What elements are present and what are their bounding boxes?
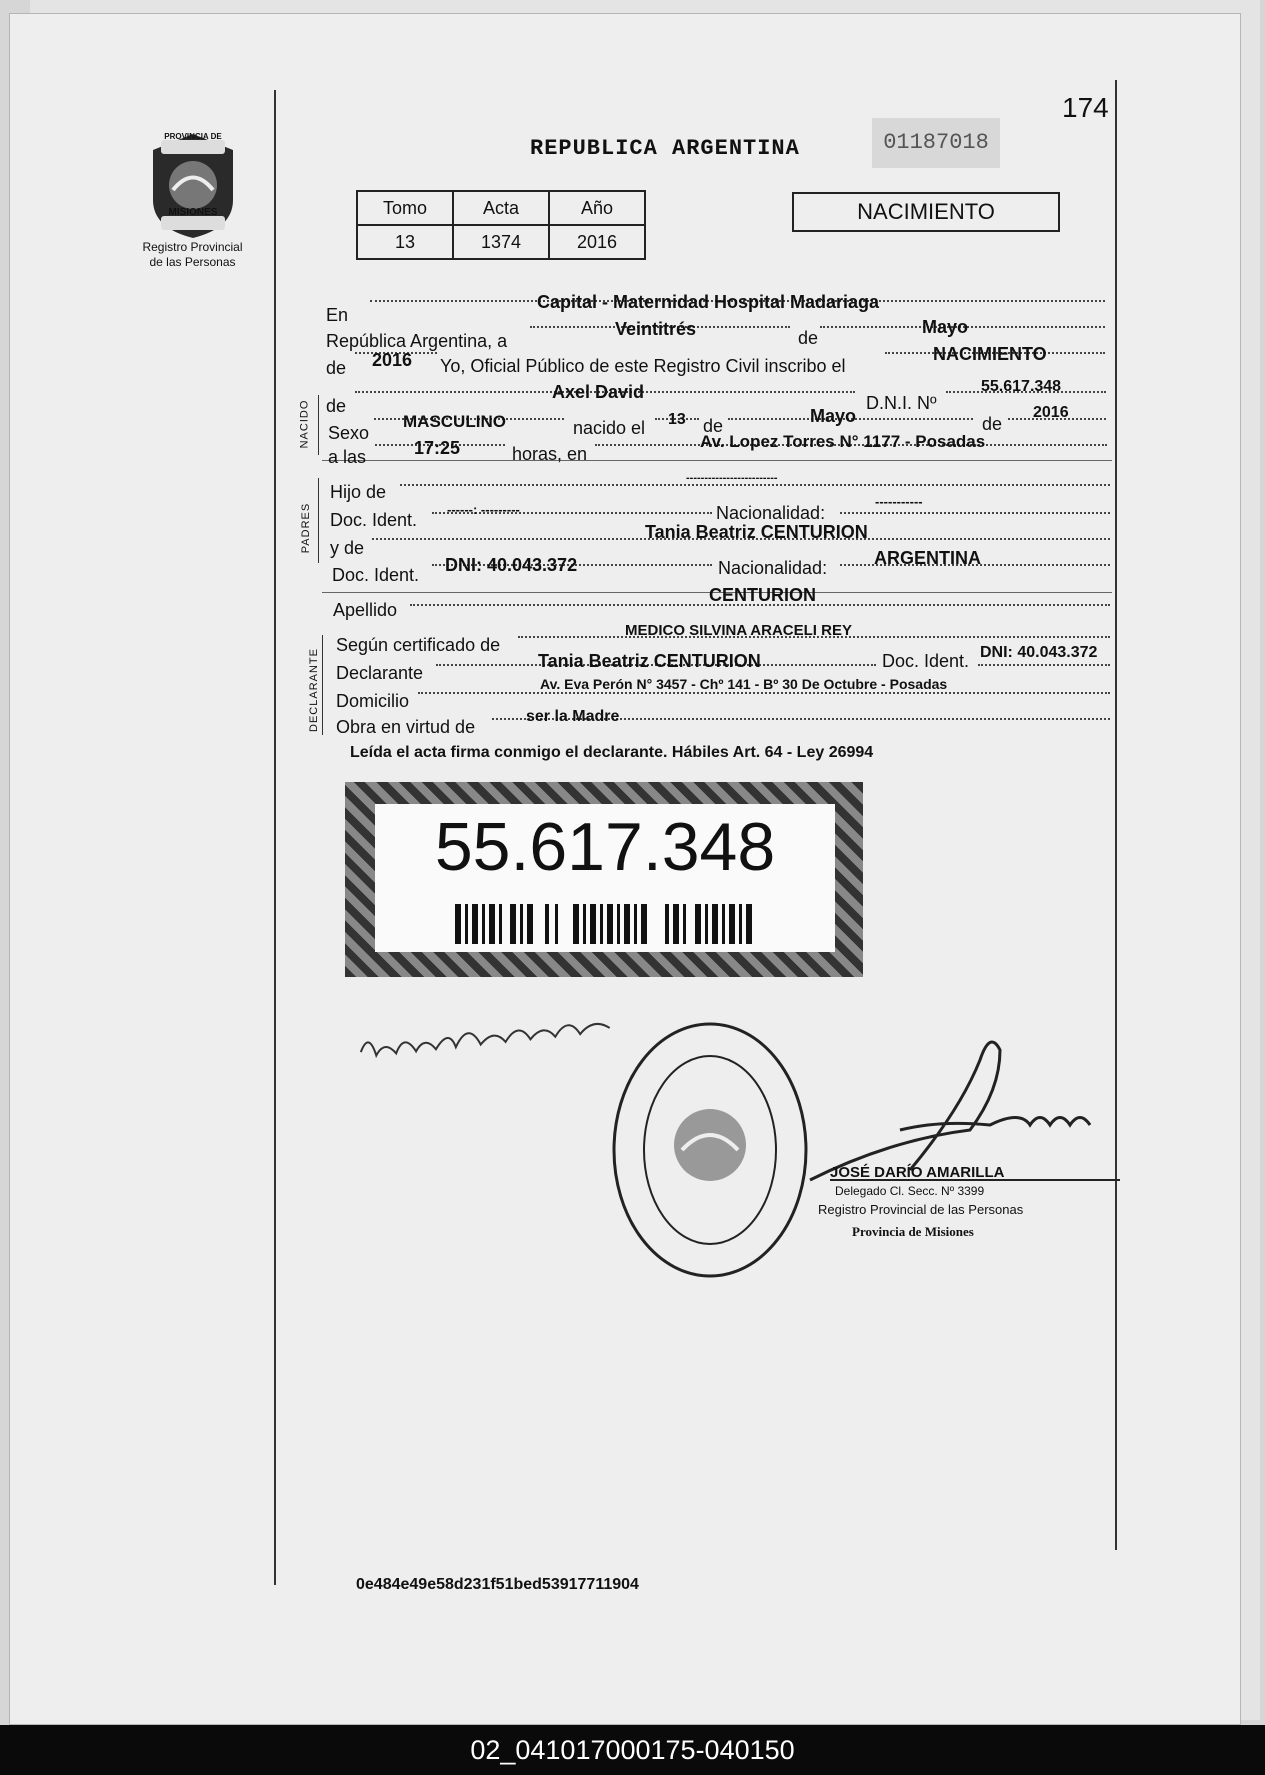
month-value: Mayo xyxy=(922,317,969,337)
official-role: Delegado Cl. Secc. Nº 3399 xyxy=(835,1184,985,1198)
day-value: Veintitrés xyxy=(615,319,697,339)
official-office: Registro Provincial de las Personas xyxy=(818,1202,1024,1217)
birth-year: 2016 xyxy=(1033,404,1069,421)
official-stamp xyxy=(610,1020,810,1280)
official-province: Provincia de Misiones xyxy=(852,1224,974,1239)
table-value-acta: 1374 xyxy=(453,225,549,259)
dni-label: D.N.I. Nº xyxy=(866,393,937,413)
birth-month: Mayo xyxy=(810,406,857,426)
republica-label: República Argentina, a xyxy=(326,331,508,351)
de3-label: de xyxy=(703,416,724,436)
crest-name-text: MISIONES xyxy=(168,207,218,218)
birth-place: Av. Lopez Torres N° 1177 - Posadas xyxy=(700,432,986,451)
left-margin-line xyxy=(274,90,276,1585)
nacido-el-label: nacido el xyxy=(573,418,646,438)
certificado-label: Según certificado de xyxy=(336,635,501,655)
docdecl-label: Doc. Ident. xyxy=(882,651,970,671)
yde-label: y de xyxy=(330,538,365,558)
nac2-label: Nacionalidad: xyxy=(718,558,828,578)
de-label: de xyxy=(798,328,819,348)
year-value: 2016 xyxy=(372,350,413,370)
apellido-label: Apellido xyxy=(333,600,398,620)
doc2-label: Doc. Ident. xyxy=(332,565,420,585)
mother-value: Tania Beatriz CENTURION xyxy=(645,522,868,542)
inscribo-value: NACIMIENTO xyxy=(933,344,1047,364)
mother-nationality-value: ARGENTINA xyxy=(874,548,981,568)
de4-label: de xyxy=(982,414,1003,434)
horas-en-label: horas, en xyxy=(512,444,588,464)
dni-value: 55.617.348 xyxy=(981,378,1062,395)
serial-number-stamp: 01187018 xyxy=(872,118,1000,168)
barcode-icon xyxy=(455,904,755,944)
logo-caption-line1: Registro Provincial xyxy=(142,240,243,254)
father-value: ------------------------- xyxy=(686,472,778,484)
nombre-label: de xyxy=(326,396,347,416)
record-type-box: NACIMIENTO xyxy=(792,192,1060,232)
crest-banner-text: PROVINCIA DE xyxy=(164,132,222,141)
logo-caption-line2: de las Personas xyxy=(149,255,236,269)
address-value: Av. Eva Perón N° 3457 - Chº 141 - Bº 30 De Octubre - Posadas xyxy=(540,676,948,692)
table-header-tomo: Tomo xyxy=(357,191,453,225)
en-label: En xyxy=(326,305,349,325)
declarant-value: Tania Beatriz CENTURION xyxy=(538,651,761,671)
table-value-anio: 2016 xyxy=(549,225,645,259)
country-title: REPUBLICA ARGENTINA xyxy=(530,136,800,161)
page-number: 174 xyxy=(1062,92,1109,123)
official-name: JOSÉ DARÍO AMARILLA xyxy=(830,1164,1005,1181)
nac1-label: Nacionalidad: xyxy=(716,503,826,523)
record-table xyxy=(356,190,646,260)
sexo-label: Sexo xyxy=(328,423,370,443)
birth-time: 17:25 xyxy=(414,438,461,458)
id-sticker xyxy=(345,782,863,977)
nacido-side-label: NACIDO xyxy=(298,399,311,449)
father-doc-value: ------: --------- xyxy=(447,502,520,517)
birth-day: 13 xyxy=(668,411,686,428)
table-header-anio: Año xyxy=(549,191,645,225)
hash-code: 0e484e49e58d231f51bed53917711904 xyxy=(356,1576,639,1593)
name-value: Axel David xyxy=(552,382,645,402)
doc1-label: Doc. Ident. xyxy=(330,510,418,530)
father-nationality-value: ----------- xyxy=(875,494,923,509)
declarante-side-label: DECLARANTE xyxy=(307,648,320,732)
oficial-text: Yo, Oficial Público de este Registro Civil inscribo el xyxy=(440,356,846,376)
certificate-value: MEDICO SILVINA ARACELI REY xyxy=(625,622,852,639)
padres-side-label: PADRES xyxy=(300,502,313,554)
closing-statement: Leída el acta firma conmigo el declarante. Hábiles Art. 64 - Ley 26994 xyxy=(350,744,874,761)
mother-doc-value: DNI: 40.043.372 xyxy=(445,555,578,575)
place-value: Capital - Maternidad Hospital Madariaga xyxy=(537,292,880,312)
obra-label: Obra en virtud de xyxy=(336,717,476,737)
table-header-acta: Acta xyxy=(453,191,549,225)
table-value-tomo: 13 xyxy=(357,225,453,259)
alas-label: a las xyxy=(328,447,367,467)
sex-value: MASCULINO xyxy=(403,412,506,431)
domicilio-label: Domicilio xyxy=(336,691,410,711)
hijo-label: Hijo de xyxy=(330,482,387,502)
declarante-label: Declarante xyxy=(336,663,424,683)
sticker-number: 55.617.348 xyxy=(434,809,776,885)
file-footer: 02_041017000175-040150 xyxy=(0,1725,1265,1775)
right-margin-line xyxy=(1115,80,1117,1550)
declarant-doc-value: DNI: 40.043.372 xyxy=(980,644,1098,661)
reason-value: ser la Madre xyxy=(526,708,620,725)
surname-value: CENTURION xyxy=(709,585,816,605)
province-crest-logo xyxy=(143,130,243,240)
de2-label: de xyxy=(326,358,347,378)
